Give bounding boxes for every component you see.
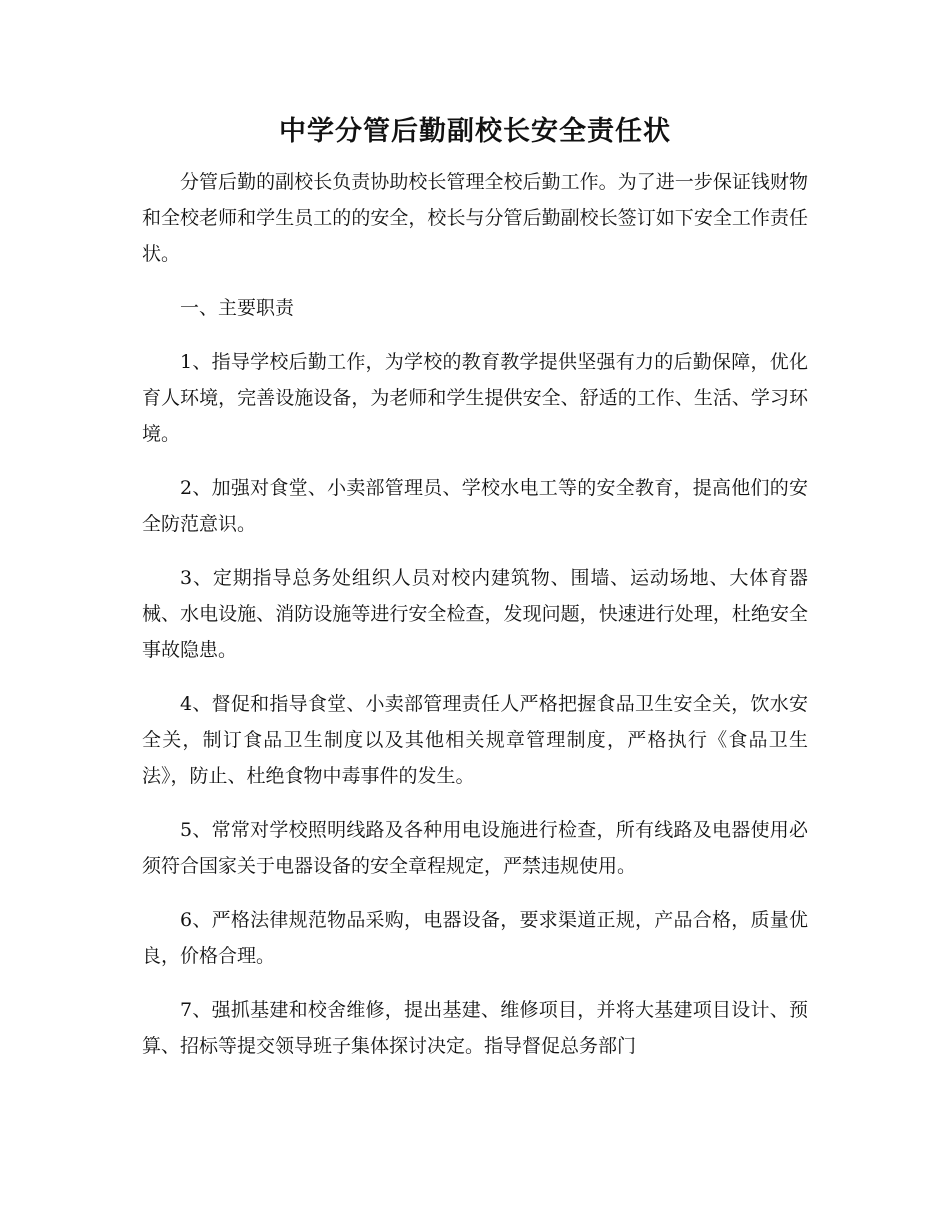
section-heading: 一、主要职责 [180,297,295,319]
duty-item-6: 6、严格法律规范物品采购，电器设备，要求渠道正规，产品合格，质量优良，价格合理。 [142,909,808,967]
duty-item-1: 1、指导学校后勤工作，为学校的教育教学提供坚强有力的后勤保障，优化育人环境，完善设施设备，为老师和学生提供安全、舒适的工作、生活、学习环境。 [142,351,808,445]
document-body [142,164,808,1082]
duty-item-7: 7、强抓基建和校舍维修，提出基建、维修项目，并将大基建项目设计、预算、招标等提交领导班子集体探讨决定。指导督促总务部门 [142,999,808,1057]
duty-item-3: 3、定期指导总务处组织人员对校内建筑物、围墙、运动场地、大体育器械、水电设施、消防设施等进行安全检查，发现问题，快速进行处理，杜绝安全事故隐患。 [142,567,808,661]
duty-item-4: 4、督促和指导食堂、小卖部管理责任人严格把握食品卫生安全关，饮水安全关，制订食品卫生制度以及其他相关规章管理制度，严格执行《食品卫生法》，防止、杜绝食物中毒事件的发生。 [142,693,808,787]
duty-item-2: 2、加强对食堂、小卖部管理员、学校水电工等的安全教育，提高他们的安全防范意识。 [142,477,808,535]
document-title: 中学分管后勤副校长安全责任状 [279,116,671,147]
duty-item-5: 5、常常对学校照明线路及各种用电设施进行检查，所有线路及电器使用必须符合国家关于电器设备的安全章程规定，严禁违规使用。 [142,819,808,877]
intro-paragraph: 分管后勤的副校长负责协助校长管理全校后勤工作。为了进一步保证钱财物和全校老师和学生员工的的安全，校长与分管后勤副校长签订如下安全工作责任状。 [142,171,808,265]
